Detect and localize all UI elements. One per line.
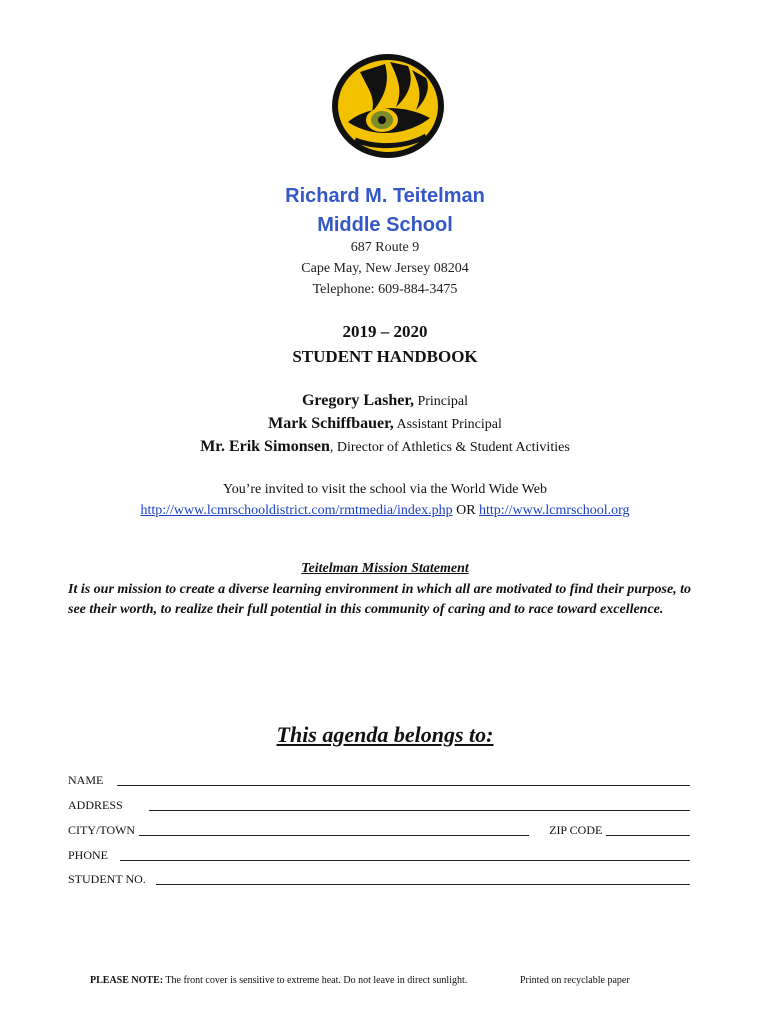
footer-note-label: PLEASE NOTE: (90, 975, 164, 986)
telephone: Telephone: 609-884-3475 (312, 282, 458, 297)
name-label: NAME (68, 773, 104, 787)
address-line[interactable] (149, 798, 690, 811)
city-zip-row (68, 818, 690, 838)
zip-label: ZIP CODE (549, 823, 603, 837)
phone-label: PHONE (68, 848, 109, 862)
student-no-line[interactable] (156, 872, 690, 885)
school-name-line2: Middle School (317, 214, 453, 236)
or-text: OR (452, 503, 480, 518)
footer-recycle: Printed on recyclable paper (520, 975, 630, 986)
staff-assistant-principal (0, 412, 770, 436)
school-logo (330, 52, 446, 160)
student-no-field[interactable] (68, 867, 690, 887)
mission-statement: It is our mission to create a diverse learning environment in which all are motivated to find their purpose, to see their worth, to realize their full potential in this community of caring and to race toward excellence. (68, 582, 692, 617)
school-name-line1: Richard M. Teitelman (285, 185, 485, 207)
staff-name: Mark Schiffbauer, (268, 415, 394, 432)
address-field[interactable] (68, 793, 690, 813)
staff-role: Principal (413, 394, 469, 409)
staff-name: Mr. Erik Simonsen (200, 438, 330, 455)
staff-role: , Director of Athletics & Student Activities (329, 440, 570, 455)
mission-title: Teitelman Mission Statement (301, 561, 469, 576)
phone-field[interactable] (68, 843, 690, 863)
student-no-label: STUDENT NO. (68, 872, 146, 886)
city-label: CITY/TOWN (68, 823, 136, 837)
footer-note-text: The front cover is sensitive to extreme heat. Do not leave in direct sunlight. (163, 975, 468, 986)
tiger-eye-icon (330, 52, 446, 160)
school-link[interactable]: http://www.lcmrschool.org (479, 503, 630, 518)
staff-principal (0, 389, 770, 413)
visit-links (0, 500, 770, 521)
staff-name: Gregory Lasher, (301, 392, 414, 409)
address-street: 687 Route 9 (350, 240, 420, 255)
agenda-heading: This agenda belongs to: (276, 722, 494, 747)
address-label: ADDRESS (68, 798, 123, 812)
handbook-title: STUDENT HANDBOOK (292, 347, 478, 366)
city-line[interactable] (139, 823, 529, 836)
staff-athletics-director (0, 435, 770, 459)
footer-note (90, 975, 467, 986)
handbook-year: 2019 – 2020 (342, 322, 428, 341)
name-field[interactable] (68, 768, 690, 788)
district-link[interactable]: http://www.lcmrschooldistrict.com/rmtmedia/index.php (140, 503, 453, 518)
phone-line[interactable] (120, 848, 690, 861)
zip-line[interactable] (606, 823, 690, 836)
name-line[interactable] (117, 773, 690, 786)
staff-role: Assistant Principal (393, 417, 502, 432)
visit-text: You’re invited to visit the school via the World Wide Web (223, 482, 547, 497)
address-city: Cape May, New Jersey 08204 (301, 261, 469, 276)
